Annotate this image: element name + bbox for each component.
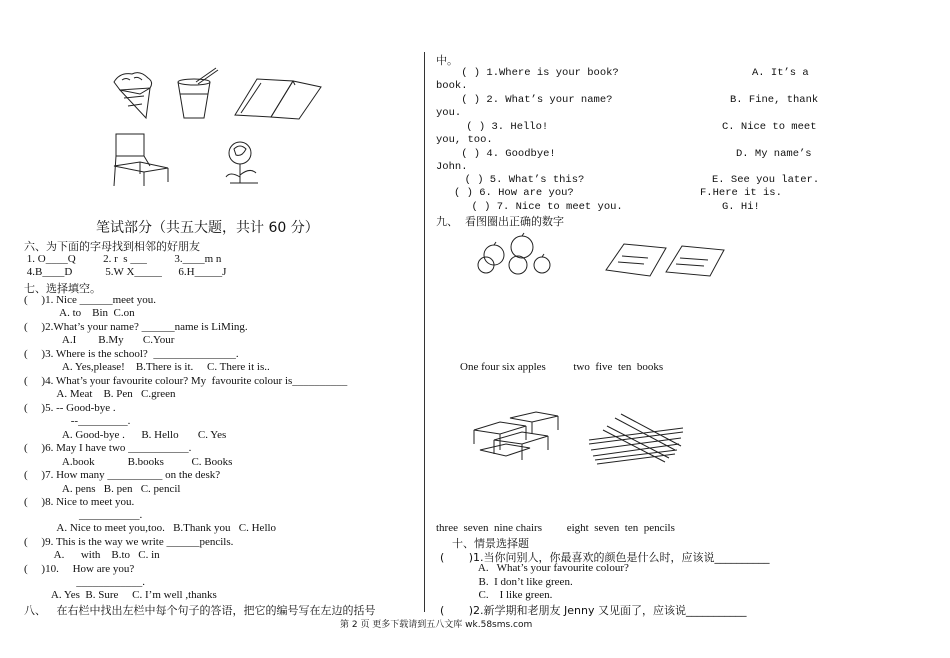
section7-heading: 七、选择填空。 [24, 282, 101, 295]
match-question: ( ) 7. Nice to meet you. [440, 201, 623, 213]
section8-continuation: 中。 [436, 54, 458, 67]
count-caption-chairs-pencils: three seven nine chairs eight seven ten pencils [436, 522, 675, 534]
question-line: ( )8. Nice to meet you. [24, 496, 135, 508]
match-question: ( ) 6. How are you? [454, 187, 574, 199]
chairs-icon [470, 410, 562, 466]
question-line: ( )7. How many __________ on the desk? [24, 469, 221, 481]
question-line: ( )4. What’s your favourite colour? My favourite colour is__________ [24, 375, 348, 387]
section9-heading: 九、 看图圈出正确的数字 [436, 215, 564, 228]
apples-icon [472, 233, 562, 275]
question-line: --_________. [24, 415, 131, 427]
question-line: ( )6. May I have two ___________. [24, 442, 192, 454]
match-question: you. [436, 107, 462, 119]
question-line: A. Good-bye . B. Hello C. Yes [24, 429, 227, 441]
match-answer: A. It’s a [752, 67, 809, 79]
situation-option: A. What’s your favourite colour? [440, 562, 629, 574]
match-answer: E. See you later. [712, 174, 820, 186]
section8-heading: 八、 在右栏中找出左栏中每个句子的答语，把它的编号写在左边的括号 [24, 604, 376, 617]
match-question: ( ) 1.Where is your book? [436, 67, 619, 79]
match-answer: C. Nice to meet [722, 121, 817, 133]
match-question: book. [436, 80, 468, 92]
match-question: ( ) 2. What’s your name? [436, 94, 613, 106]
match-answer: B. Fine, thank [730, 94, 819, 106]
section6-row1: 1. O____Q 2. r s ___ 3.____m n [24, 253, 222, 265]
question-line: ( )9. This is the way we write ______pencils. [24, 536, 234, 548]
situation-option: B. I don’t like green. [440, 576, 573, 588]
match-question: ( ) 3. Hello! [460, 121, 549, 133]
match-question: ( ) 4. Goodbye! [436, 148, 556, 160]
section10-heading: 十、情景选择题 [452, 537, 529, 550]
question-line: ____________. [24, 576, 145, 588]
match-answer: D. My name’s [736, 148, 812, 160]
match-question: John. [436, 161, 468, 173]
question-line: ( )3. Where is the school? _______________. [24, 348, 239, 360]
chair-icon [110, 130, 172, 188]
question-line: ( )5. -- Good-bye . [24, 402, 116, 414]
question-line: A. Meat B. Pen C.green [24, 388, 176, 400]
match-answer: F.Here it is. [700, 187, 782, 199]
pencils-icon [585, 410, 689, 470]
section6-heading: 六、为下面的字母找到相邻的好朋友 [24, 240, 200, 253]
question-line: A. pens B. pen C. pencil [24, 483, 181, 495]
page-footer: 第 2 页 更多下载请到五八文库 wk.58sms.com [340, 620, 533, 630]
question-line: A.I B.My C.Your [24, 334, 175, 346]
open-book-icon [233, 75, 323, 120]
books-icon [604, 240, 728, 278]
flower-icon [222, 137, 272, 187]
question-line: A. with B.to C. in [24, 549, 160, 561]
situation-option: C. I like green. [440, 589, 553, 601]
section-title: 笔试部分（共五大题，共计 60 分） [96, 220, 319, 236]
situation-question: ( )2.新学期和老朋友 Jenny 又见面了，应该说___________ [440, 604, 747, 617]
glass-with-straw-icon [172, 66, 222, 121]
question-line: ___________. [24, 509, 143, 521]
question-line: ( )2.What’s your name? ______name is LiMing. [24, 321, 248, 333]
ice-cream-icon [110, 68, 160, 123]
question-line: A. to Bin C.on [24, 307, 135, 319]
count-caption-apples-books: One four six apples two five ten books [460, 361, 664, 373]
question-line: A. Yes,please! B.There is it. C. There it is.. [24, 361, 270, 373]
question-line: ( )10. How are you? [24, 563, 135, 575]
section6-row2: 4.B____D 5.W X_____ 6.H_____J [24, 266, 227, 278]
match-question: you, too. [436, 134, 493, 146]
question-line: ( )1. Nice ______meet you. [24, 294, 156, 306]
column-divider [424, 52, 425, 612]
situation-question: ( )1.当你问别人，你最喜欢的颜色是什么时，应该说__________ [440, 551, 770, 564]
question-line: A. Nice to meet you,too. B.Thank you C. Hello [24, 522, 277, 534]
match-question: ( ) 5. What’s this? [452, 174, 585, 186]
question-line: A.book B.books C. Books [24, 456, 233, 468]
question-line: A. Yes B. Sure C. I’m well ,thanks [24, 589, 217, 601]
match-answer: G. Hi! [722, 201, 760, 213]
